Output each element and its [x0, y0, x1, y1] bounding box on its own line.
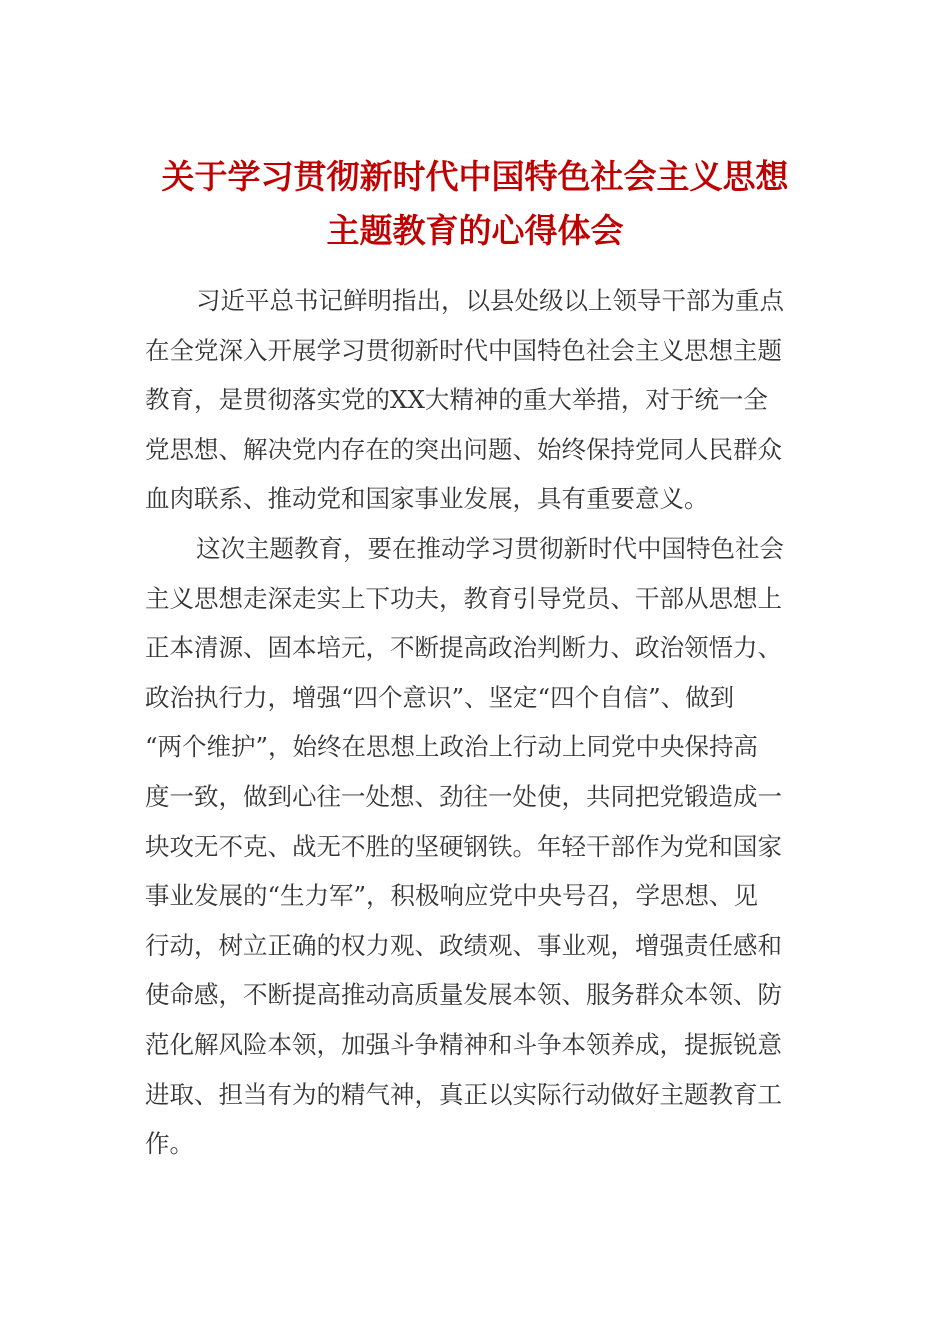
paragraph-2 [145, 524, 795, 1169]
paragraph-line: 这次主题教育，要在推动学习贯彻新时代中国特色社会 [196, 533, 784, 563]
paragraph-line: 教育，是贯彻落实党的XX大精神的重大举措，对于统一全 [145, 385, 768, 415]
paragraph-line: 范化解风险本领，加强斗争精神和斗争本领养成，提振锐意 [145, 1029, 782, 1059]
paragraph-line: 进取、担当有为的精气神，真正以实际行动做好主题教育工 [145, 1079, 782, 1109]
document-body [145, 276, 795, 1169]
paragraph-line: “两个维护”，始终在思想上政治上行动上同党中央保持高 [145, 732, 759, 762]
paragraph-line: 度一致，做到心往一处想、劲往一处使，共同把党锻造成一 [145, 781, 782, 811]
title-line: 关于学习贯彻新时代中国特色社会主义思想 [161, 157, 789, 196]
paragraph-line: 习近平总书记鲜明指出，以县处级以上领导干部为重点 [196, 286, 784, 315]
paragraph-line: 主义思想走深走实上下功夫，教育引导党员、干部从思想上 [145, 583, 782, 613]
paragraph-line: 在全党深入开展学习贯彻新时代中国特色社会主义思想主题 [145, 335, 782, 365]
paragraph-line: 使命感，不断提高推动高质量发展本领、服务群众本领、防 [145, 980, 782, 1010]
paragraph-line: 血肉联系、推动党和国家事业发展，具有重要意义。 [145, 484, 709, 514]
paragraph-line: 正本清源、固本培元，不断提高政治判断力、政治领悟力、 [145, 633, 782, 663]
paragraph-line: 党思想、解决党内存在的突出问题、始终保持党同人民群众 [145, 434, 782, 464]
document-title [100, 150, 850, 258]
paragraph-line: 行动，树立正确的权力观、政绩观、事业观，增强责任感和 [145, 930, 782, 960]
title-line: 主题教育的心得体会 [326, 211, 624, 250]
paragraph-line: 政治执行力，增强“四个意识”、坚定“四个自信”、做到 [145, 682, 735, 712]
paragraph-1 [145, 276, 795, 524]
paragraph-line: 作。 [145, 1129, 194, 1159]
paragraph-line: 块攻无不克、战无不胜的坚硬钢铁。年轻干部作为党和国家 [145, 831, 782, 861]
paragraph-line: 事业发展的“生力军”，积极响应党中央号召，学思想、见 [145, 881, 759, 911]
